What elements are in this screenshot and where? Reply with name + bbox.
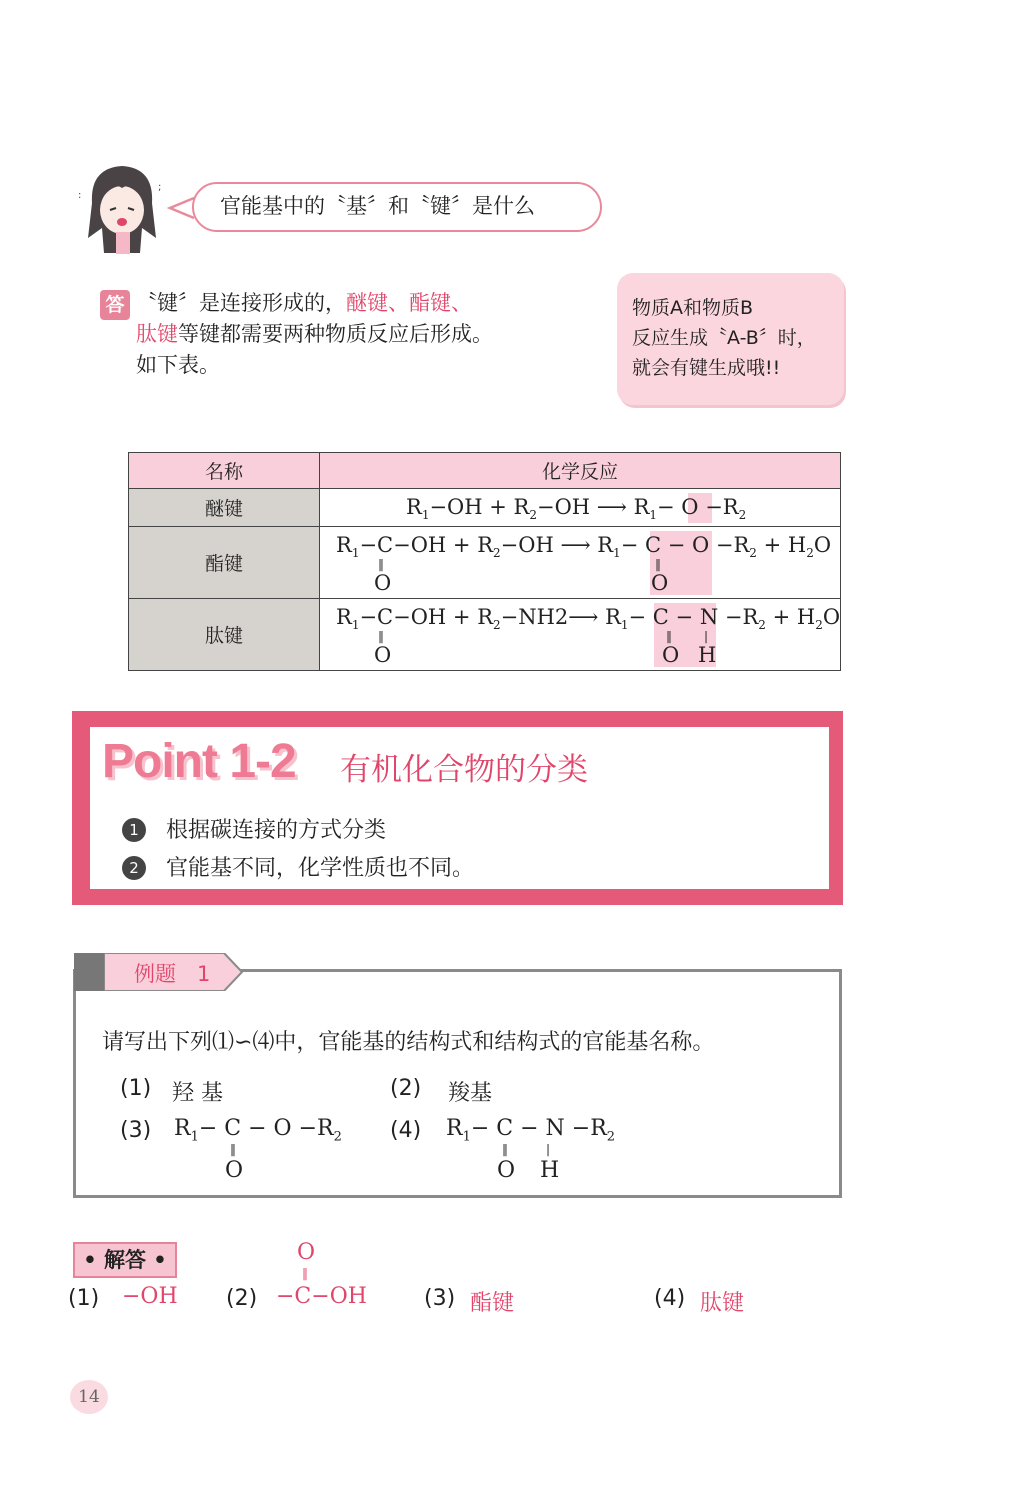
double-bond-mark: ‖ xyxy=(230,1142,236,1156)
answer-line1b: 醚键、酯键、 xyxy=(346,291,472,315)
example-item-1-num: (1) xyxy=(120,1076,152,1101)
point-item-text: 官能基不同，化学性质也不同。 xyxy=(166,856,475,881)
solution-1-num: (1) xyxy=(68,1286,100,1311)
oxygen-label: O xyxy=(225,1158,244,1183)
answer-line1a: 〝键〞是连接形成的， xyxy=(136,291,346,315)
example-item-3-num: (3) xyxy=(120,1118,152,1143)
example-tab-marker xyxy=(74,953,104,991)
answer-line2b: 等键都需要两种物质反应后形成。 xyxy=(178,322,493,346)
point-label: Point 1-2 xyxy=(102,735,296,788)
question-bubble xyxy=(192,182,602,232)
solution-1: −OH xyxy=(122,1284,178,1309)
solution-2-num: (2) xyxy=(226,1286,258,1311)
page-number: 14 xyxy=(70,1380,108,1414)
note-card xyxy=(617,273,844,405)
answer-badge: 答 xyxy=(100,290,130,320)
note-line1: 物质A和物质B xyxy=(632,297,754,319)
table-row xyxy=(129,527,841,599)
reaction-peptide: $R_1-C-OH$ + $R_2-NH2⟶$ $R_1- C - N -R_2 + H_2O$ ‖ O ‖ O | H xyxy=(320,599,841,671)
single-bond-mark: | xyxy=(546,1142,551,1156)
point-list xyxy=(122,812,474,888)
table-header-reaction: 化学反应 xyxy=(320,453,841,489)
row-name-ester: 酯键 xyxy=(129,527,320,599)
solution-2-formula: −C−OH xyxy=(276,1284,367,1309)
table-row xyxy=(129,599,841,671)
hydrogen-label: H xyxy=(540,1158,560,1183)
solution-2-oxygen: O xyxy=(297,1240,316,1265)
row-name-peptide: 肽键 xyxy=(129,599,320,671)
example-item-4-formula: $R_1- C - N -R_2$ xyxy=(446,1116,616,1145)
solution-4-num: (4) xyxy=(654,1286,686,1311)
table-header-name: 名称 xyxy=(129,453,320,489)
table-row xyxy=(129,489,841,527)
number-badge: 2 xyxy=(122,856,146,880)
answer-line3: 如下表。 xyxy=(136,353,220,377)
reaction-ester: $R_1-C-OH + R_2-OH$ ⟶ $R_1- C - O -R_2 + H_2O$ ‖ O ‖ O xyxy=(320,527,841,599)
question-text: 官能基中的〝基〞和〝键〞是什么 xyxy=(220,194,535,218)
list-item xyxy=(122,812,474,850)
solution-label: • 解答 • xyxy=(73,1242,177,1278)
answer-line2a: 肽键 xyxy=(136,322,178,346)
svg-text::: : xyxy=(78,190,82,201)
answer-text xyxy=(136,288,596,381)
note-line2: 反应生成〝A-B〞时， xyxy=(632,327,816,349)
list-item xyxy=(122,850,474,888)
solution-3: 酯键 xyxy=(470,1291,515,1316)
example-item-1: 羟 基 xyxy=(172,1081,223,1106)
point-title: 有机化合物的分类 xyxy=(340,752,588,788)
solution-3-num: (3) xyxy=(424,1286,456,1311)
example-item-2: 羧基 xyxy=(448,1081,493,1106)
example-item-2-num: (2) xyxy=(390,1076,422,1101)
point-item-text: 根据碳连接的方式分类 xyxy=(166,818,387,843)
solution-4: 肽键 xyxy=(700,1291,745,1316)
example-item-3-formula: $R_1- C - O -R_2$ xyxy=(174,1116,342,1145)
row-name-ether: 醚键 xyxy=(129,489,320,527)
note-line3: 就会有键生成哦!! xyxy=(632,357,781,379)
number-badge: 1 xyxy=(122,818,146,842)
example-item-4-num: (4) xyxy=(390,1118,422,1143)
solution-2-double-bond: ‖ xyxy=(302,1266,308,1280)
double-bond-mark: ‖ xyxy=(502,1142,508,1156)
example-tab-label: 例题 1 xyxy=(134,962,211,986)
example-question: 请写出下列⑴∽⑷中，官能基的结构式和结构式的官能基名称。 xyxy=(102,1030,715,1055)
bond-reaction-table xyxy=(128,452,841,671)
oxygen-label: O xyxy=(497,1158,516,1183)
reaction-ether: $R_1-OH + R_2-OH$ ⟶ $R_1- O -R_2$ xyxy=(320,489,841,527)
girl-character-illustration xyxy=(72,158,172,258)
svg-text:;: ; xyxy=(158,182,162,193)
